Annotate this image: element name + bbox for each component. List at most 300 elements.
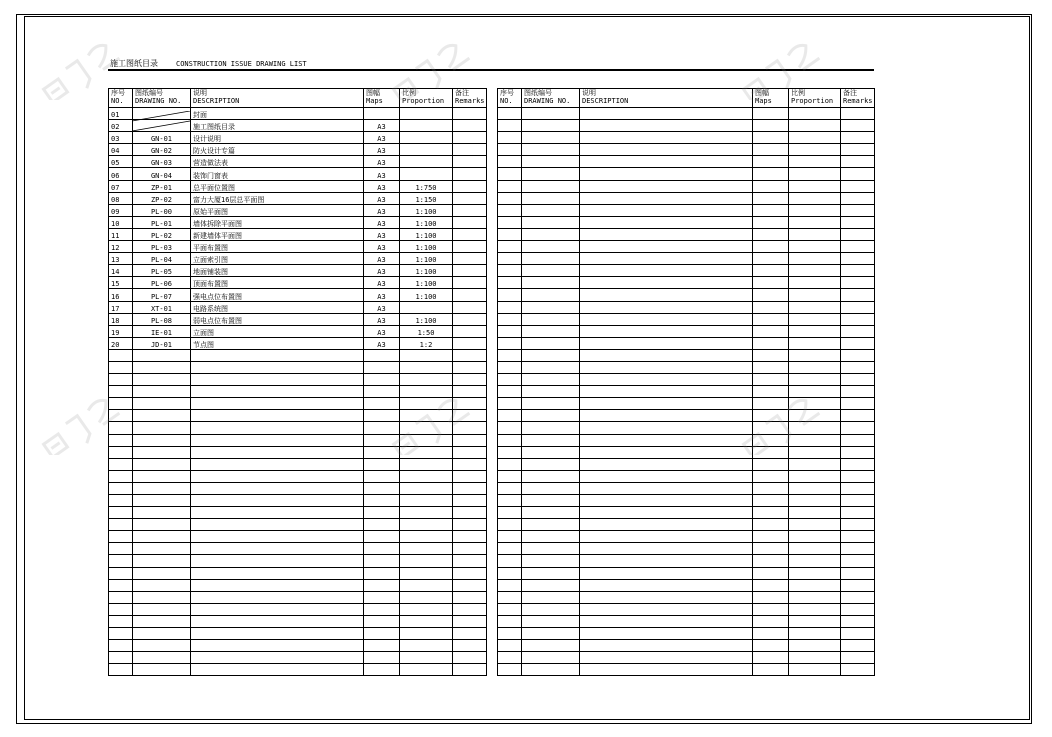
row-description: 墙体拆除平面图 (191, 216, 364, 228)
row-remarks (841, 458, 875, 470)
row-remarks (453, 652, 487, 664)
row-drawing-no (133, 482, 191, 494)
row-description (580, 228, 753, 240)
row-description (580, 652, 753, 664)
row-remarks (453, 325, 487, 337)
row-no: 14 (109, 265, 133, 277)
row-maps (753, 253, 789, 265)
table-row (109, 216, 487, 228)
row-no (498, 591, 522, 603)
row-description (191, 434, 364, 446)
row-maps: A3 (364, 313, 400, 325)
row-remarks (453, 386, 487, 398)
row-no (109, 470, 133, 482)
row-no (498, 277, 522, 289)
table-row (109, 301, 487, 313)
row-drawing-no (133, 458, 191, 470)
row-drawing-no (522, 543, 580, 555)
table-row (498, 482, 875, 494)
row-remarks (841, 337, 875, 349)
row-proportion (789, 628, 841, 640)
row-maps (753, 349, 789, 361)
row-remarks (453, 519, 487, 531)
header-remarks-en: Remarks (455, 97, 485, 105)
header-proportion-zh: 比例 (402, 89, 416, 97)
row-no (498, 664, 522, 676)
row-proportion (400, 628, 453, 640)
row-drawing-no (522, 132, 580, 144)
row-maps (364, 422, 400, 434)
row-drawing-no: GN-04 (133, 168, 191, 180)
row-description: 立面索引图 (191, 253, 364, 265)
row-remarks (841, 652, 875, 664)
row-description: 设计说明 (191, 132, 364, 144)
row-drawing-no (133, 507, 191, 519)
row-description (191, 652, 364, 664)
row-proportion (789, 108, 841, 120)
row-drawing-no (133, 120, 191, 132)
row-description: 强电点位布置图 (191, 289, 364, 301)
row-description (191, 543, 364, 555)
row-proportion (400, 446, 453, 458)
table-row (109, 374, 487, 386)
row-remarks (841, 204, 875, 216)
row-maps (753, 156, 789, 168)
row-no (109, 543, 133, 555)
row-description (191, 519, 364, 531)
row-maps: A3 (364, 204, 400, 216)
table-row (109, 349, 487, 361)
row-maps (364, 615, 400, 627)
row-remarks (841, 120, 875, 132)
row-no: 04 (109, 144, 133, 156)
header-proportion-en: Proportion (791, 97, 834, 105)
row-maps: A3 (364, 168, 400, 180)
row-maps (753, 591, 789, 603)
table-row (498, 216, 875, 228)
table-row (498, 144, 875, 156)
table-row (498, 228, 875, 240)
row-drawing-no: ZP-01 (133, 180, 191, 192)
row-drawing-no (133, 664, 191, 676)
row-remarks (453, 289, 487, 301)
row-remarks (841, 156, 875, 168)
table-row (498, 555, 875, 567)
row-proportion (400, 652, 453, 664)
header-remarks-zh: 备注 (843, 89, 857, 97)
row-maps: A3 (364, 265, 400, 277)
row-proportion: 1:100 (400, 277, 453, 289)
row-remarks (453, 470, 487, 482)
row-description (191, 531, 364, 543)
row-remarks (841, 180, 875, 192)
table-row (498, 192, 875, 204)
row-proportion (400, 543, 453, 555)
table-row (109, 628, 487, 640)
row-maps (753, 531, 789, 543)
row-description (580, 204, 753, 216)
row-no (109, 615, 133, 627)
row-description (191, 664, 364, 676)
row-drawing-no: IE-01 (133, 325, 191, 337)
row-remarks (841, 434, 875, 446)
row-maps (753, 555, 789, 567)
row-no (498, 470, 522, 482)
table-row (109, 495, 487, 507)
row-maps (364, 470, 400, 482)
row-description (191, 615, 364, 627)
row-drawing-no (522, 446, 580, 458)
row-remarks (453, 567, 487, 579)
row-proportion (789, 615, 841, 627)
row-remarks (453, 507, 487, 519)
row-drawing-no (133, 422, 191, 434)
row-description (191, 446, 364, 458)
row-drawing-no (522, 519, 580, 531)
row-proportion (789, 361, 841, 373)
row-description (580, 640, 753, 652)
row-drawing-no: PL-03 (133, 241, 191, 253)
row-drawing-no (522, 555, 580, 567)
row-drawing-no (522, 422, 580, 434)
row-description (580, 349, 753, 361)
row-proportion (400, 410, 453, 422)
row-drawing-no (522, 289, 580, 301)
row-proportion (400, 301, 453, 313)
row-remarks (841, 615, 875, 627)
table-row (498, 168, 875, 180)
row-no (498, 361, 522, 373)
table-row (498, 349, 875, 361)
row-remarks (453, 361, 487, 373)
row-no (109, 652, 133, 664)
row-description: 新建墙体平面图 (191, 228, 364, 240)
row-remarks (841, 567, 875, 579)
row-description: 原始平面图 (191, 204, 364, 216)
row-proportion: 1:100 (400, 265, 453, 277)
row-no (109, 458, 133, 470)
row-no: 13 (109, 253, 133, 265)
row-description (580, 591, 753, 603)
row-no (498, 628, 522, 640)
row-maps (364, 664, 400, 676)
header-no (498, 89, 522, 108)
row-no: 09 (109, 204, 133, 216)
row-remarks (453, 628, 487, 640)
row-description (580, 458, 753, 470)
row-no: 18 (109, 313, 133, 325)
row-no (109, 410, 133, 422)
table-row (498, 156, 875, 168)
row-drawing-no: JD-01 (133, 337, 191, 349)
row-proportion (400, 349, 453, 361)
row-maps (753, 313, 789, 325)
row-description: 顶面布置图 (191, 277, 364, 289)
header-remarks-en: Remarks (843, 97, 873, 105)
row-proportion (400, 374, 453, 386)
row-maps (753, 446, 789, 458)
row-remarks (841, 470, 875, 482)
row-description (191, 349, 364, 361)
row-maps (753, 628, 789, 640)
row-description (580, 519, 753, 531)
table-row (109, 204, 487, 216)
table-row (498, 289, 875, 301)
header-description-zh: 说明 (193, 89, 207, 97)
header-drawing-no-en: DRAWING NO. (135, 97, 182, 105)
header-drawing-no-zh: 图纸编号 (524, 89, 552, 97)
row-remarks (453, 228, 487, 240)
row-no (109, 567, 133, 579)
row-proportion (400, 567, 453, 579)
row-drawing-no (522, 434, 580, 446)
row-no (109, 495, 133, 507)
row-remarks (841, 313, 875, 325)
table-row (498, 301, 875, 313)
table-row (109, 458, 487, 470)
table-row (109, 192, 487, 204)
row-maps (753, 386, 789, 398)
table-row (109, 277, 487, 289)
row-maps: A3 (364, 192, 400, 204)
row-drawing-no (133, 579, 191, 591)
row-proportion (789, 446, 841, 458)
row-drawing-no (522, 664, 580, 676)
row-maps (753, 652, 789, 664)
row-description (580, 615, 753, 627)
table-row (498, 325, 875, 337)
row-description (580, 374, 753, 386)
row-drawing-no (522, 301, 580, 313)
row-remarks (841, 325, 875, 337)
row-proportion (400, 398, 453, 410)
row-remarks (841, 241, 875, 253)
table-row (109, 567, 487, 579)
row-description: 立面图 (191, 325, 364, 337)
row-remarks (841, 664, 875, 676)
row-proportion (789, 495, 841, 507)
row-remarks (453, 265, 487, 277)
row-drawing-no (133, 349, 191, 361)
header-maps (364, 89, 400, 108)
row-maps (364, 374, 400, 386)
row-no (498, 615, 522, 627)
row-proportion (400, 519, 453, 531)
table-row (498, 531, 875, 543)
row-description (580, 470, 753, 482)
row-description (580, 531, 753, 543)
row-proportion (789, 652, 841, 664)
table-row (109, 470, 487, 482)
drawing-list-table-left (108, 88, 487, 676)
row-drawing-no: PL-06 (133, 277, 191, 289)
row-description (191, 640, 364, 652)
row-proportion (789, 603, 841, 615)
row-maps: A3 (364, 216, 400, 228)
row-drawing-no (522, 386, 580, 398)
row-remarks (841, 277, 875, 289)
row-maps: A3 (364, 277, 400, 289)
row-description (580, 289, 753, 301)
row-description (191, 555, 364, 567)
header-remarks (453, 89, 487, 108)
table-row (109, 664, 487, 676)
table-row (498, 446, 875, 458)
row-drawing-no (522, 241, 580, 253)
row-maps: A3 (364, 289, 400, 301)
row-no: 03 (109, 132, 133, 144)
row-no (498, 216, 522, 228)
row-drawing-no: PL-05 (133, 265, 191, 277)
row-no (498, 349, 522, 361)
row-remarks (453, 615, 487, 627)
row-drawing-no (133, 495, 191, 507)
row-maps (753, 507, 789, 519)
row-proportion (789, 664, 841, 676)
row-drawing-no (522, 398, 580, 410)
row-no (109, 519, 133, 531)
header-description-en: DESCRIPTION (193, 97, 240, 105)
row-remarks (453, 446, 487, 458)
row-maps (364, 603, 400, 615)
row-drawing-no (522, 253, 580, 265)
row-description (580, 603, 753, 615)
row-remarks (841, 543, 875, 555)
row-proportion (789, 434, 841, 446)
row-no (109, 386, 133, 398)
row-no: 20 (109, 337, 133, 349)
table-row (109, 253, 487, 265)
row-remarks (841, 361, 875, 373)
table-row (498, 507, 875, 519)
row-description (191, 567, 364, 579)
row-proportion: 1:2 (400, 337, 453, 349)
header-row (109, 89, 487, 108)
row-drawing-no: ZP-02 (133, 192, 191, 204)
row-drawing-no (522, 337, 580, 349)
row-maps (753, 108, 789, 120)
title-en: CONSTRUCTION ISSUE DRAWING LIST (176, 60, 307, 68)
row-drawing-no (522, 640, 580, 652)
row-no (498, 579, 522, 591)
row-remarks (453, 495, 487, 507)
row-description (580, 313, 753, 325)
row-maps (753, 543, 789, 555)
row-no (109, 579, 133, 591)
header-no-en: NO. (111, 97, 124, 105)
row-remarks (453, 640, 487, 652)
table-row (498, 180, 875, 192)
table-row (109, 410, 487, 422)
table-row (498, 652, 875, 664)
row-maps (364, 458, 400, 470)
row-no (498, 398, 522, 410)
row-proportion (400, 579, 453, 591)
row-maps (364, 628, 400, 640)
row-drawing-no (133, 640, 191, 652)
row-maps (364, 398, 400, 410)
row-drawing-no (522, 591, 580, 603)
header-no-en: NO. (500, 97, 513, 105)
row-no (498, 228, 522, 240)
row-maps (753, 265, 789, 277)
row-remarks (841, 168, 875, 180)
row-description: 富力大厦16层总平面图 (191, 192, 364, 204)
row-remarks (841, 386, 875, 398)
row-description: 弱电点位布置图 (191, 313, 364, 325)
row-no (498, 519, 522, 531)
row-no (498, 180, 522, 192)
row-no (498, 482, 522, 494)
row-no: 07 (109, 180, 133, 192)
row-drawing-no (133, 652, 191, 664)
row-no (498, 156, 522, 168)
row-remarks (841, 591, 875, 603)
table-row (109, 313, 487, 325)
row-drawing-no (133, 374, 191, 386)
row-no (498, 567, 522, 579)
row-description: 装饰门窗表 (191, 168, 364, 180)
row-maps: A3 (364, 180, 400, 192)
row-proportion (789, 253, 841, 265)
row-proportion (400, 531, 453, 543)
row-no (498, 301, 522, 313)
row-drawing-no (522, 108, 580, 120)
row-drawing-no (522, 495, 580, 507)
header-proportion-en: Proportion (402, 97, 445, 105)
row-proportion (400, 640, 453, 652)
row-proportion (789, 543, 841, 555)
table-row (498, 265, 875, 277)
header-no (109, 89, 133, 108)
table-row (109, 652, 487, 664)
row-description: 营造做法表 (191, 156, 364, 168)
row-remarks (453, 579, 487, 591)
row-description (580, 241, 753, 253)
row-no: 19 (109, 325, 133, 337)
row-maps (364, 640, 400, 652)
row-drawing-no (133, 555, 191, 567)
row-proportion (789, 228, 841, 240)
row-description (580, 144, 753, 156)
row-no (498, 253, 522, 265)
row-proportion (789, 192, 841, 204)
row-no: 02 (109, 120, 133, 132)
row-drawing-no (522, 579, 580, 591)
row-maps (364, 652, 400, 664)
table-row (498, 204, 875, 216)
row-no (498, 192, 522, 204)
table-row (498, 470, 875, 482)
row-drawing-no (522, 192, 580, 204)
row-drawing-no (522, 156, 580, 168)
row-description (191, 386, 364, 398)
row-no (109, 446, 133, 458)
table-row (109, 507, 487, 519)
row-no (498, 495, 522, 507)
row-maps: A3 (364, 301, 400, 313)
row-remarks (453, 144, 487, 156)
row-no: 10 (109, 216, 133, 228)
header-maps-en: Maps (366, 97, 383, 105)
table-row (498, 579, 875, 591)
row-drawing-no: PL-00 (133, 204, 191, 216)
row-no (498, 555, 522, 567)
row-remarks (841, 422, 875, 434)
row-remarks (841, 216, 875, 228)
header-description-zh: 说明 (582, 89, 596, 97)
row-remarks (841, 446, 875, 458)
